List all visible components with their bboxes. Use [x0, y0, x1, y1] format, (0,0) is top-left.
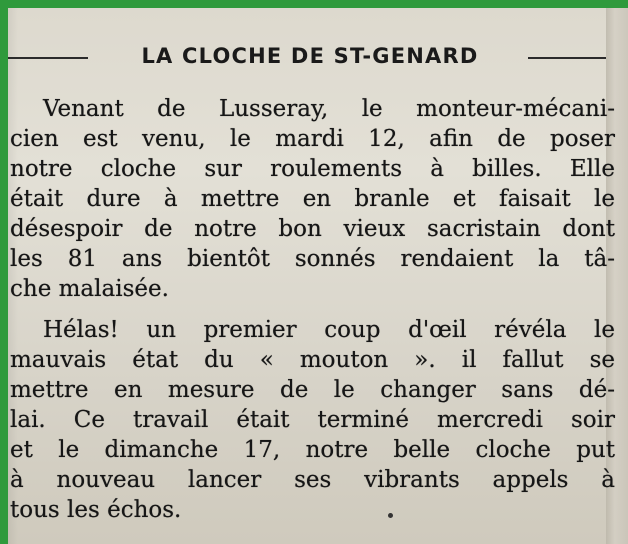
paragraph-2-line: et le dimanche 17, notre belle cloche put — [10, 437, 615, 463]
paragraph-2-line: mettre en mesure de le changer sans dé- — [10, 377, 615, 403]
paragraph-2-line: mauvais état du « mouton ». il fallut se — [10, 347, 615, 373]
paragraph-1-line: notre cloche sur roulements à billes. Elle — [10, 156, 615, 182]
paragraph-1 — [10, 94, 615, 304]
headline-rule-left — [8, 57, 88, 59]
paragraph-1-line: désespoir de notre bon vieux sacristain dont — [10, 216, 615, 242]
paragraph-2-line: à nouveau lancer ses vibrants appels à — [10, 467, 615, 493]
paragraph-1-line: les 81 ans bientôt sonnés rendaient la tâ- — [10, 246, 615, 272]
ink-speck — [388, 513, 393, 518]
headline-rule-right — [528, 57, 606, 59]
article-headline: LA CLOCHE DE ST-GENARD — [141, 44, 479, 68]
headline-row — [8, 44, 628, 74]
paragraph-2 — [10, 315, 615, 525]
newspaper-clipping — [8, 8, 628, 544]
paragraph-1-line: che malaisée. — [10, 276, 169, 302]
paragraph-1-line: était dure à mettre en branle et faisait le — [10, 186, 615, 212]
paragraph-2-line: tous les échos. — [10, 497, 182, 523]
paragraph-2-line: lai. Ce travail était terminé mercredi soir — [10, 407, 615, 433]
paragraph-1-line: Venant de Lusseray, le monteur-mécani- — [43, 96, 615, 122]
paragraph-1-line: cien est venu, le mardi 12, afin de poser — [10, 126, 615, 152]
paragraph-2-line: Hélas! un premier coup d'œil révéla le — [43, 317, 615, 343]
